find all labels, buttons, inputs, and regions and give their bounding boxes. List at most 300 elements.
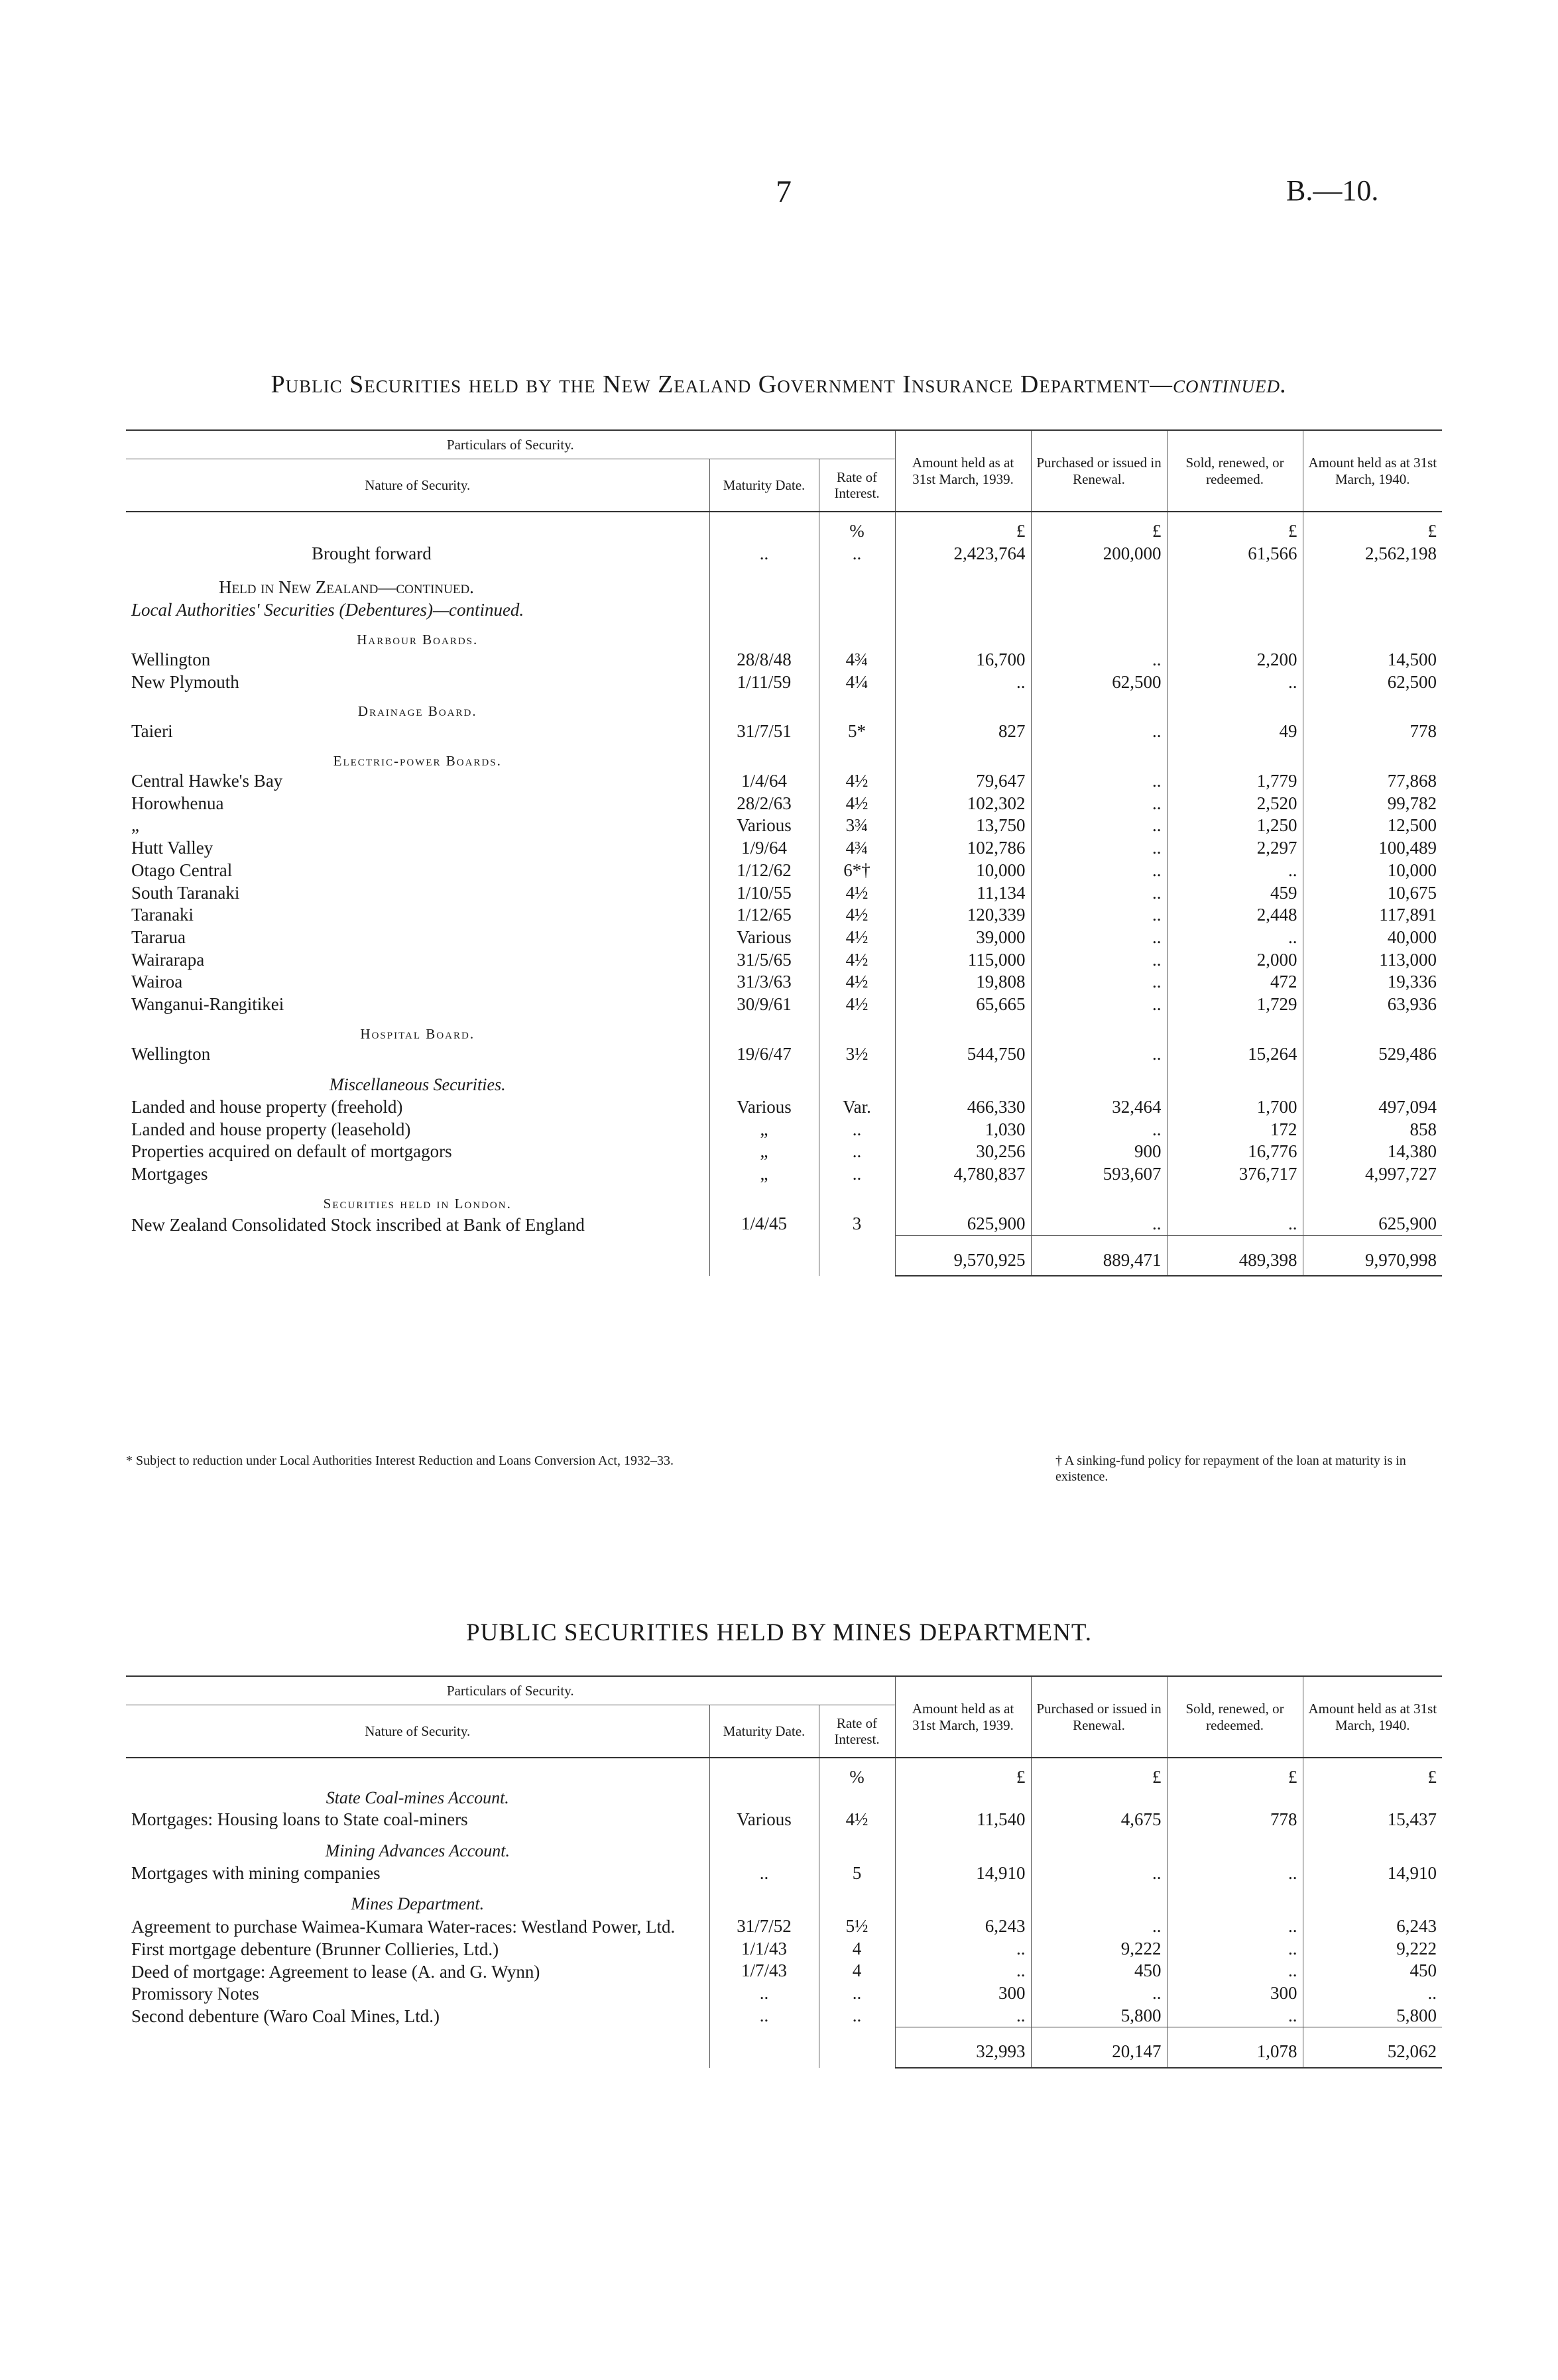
interest-rate: 4½ [819,904,895,927]
interest-rate: 4½ [819,971,895,993]
total-held-1940: 52,062 [1303,2027,1442,2068]
held-1940-value: 19,336 [1303,971,1442,993]
purchased-value: .. [1031,971,1167,993]
held-1940-value: 4,997,727 [1303,1163,1442,1186]
purchased-value: .. [1031,1119,1167,1141]
sold-value: 16,776 [1167,1141,1303,1163]
interest-rate: 5½ [819,1915,895,1938]
column-divider [1031,1884,1167,1915]
purchased-value: .. [1031,993,1167,1016]
column-divider [1303,1831,1442,1862]
unit-purchased: £ [1031,512,1167,543]
security-name: Mortgages [131,1164,208,1184]
held-1940-value: 778 [1303,720,1442,743]
purchased-value: .. [1031,1982,1167,2005]
security-name: Otago Central [131,860,233,880]
unit-sold: £ [1167,512,1303,543]
held-1940-value: 6,243 [1303,1915,1442,1938]
hospital-board-heading-row [126,1016,1442,1043]
header-held-1939: Amount held as at 31st March, 1939. [895,1676,1031,1758]
maturity-date: Various [709,815,819,837]
column-divider [819,743,895,770]
brought-forward-held-1939: 2,423,764 [895,543,1031,565]
purchased-value: .. [1031,770,1167,793]
page-number: 7 [776,174,792,209]
column-divider [895,693,1031,720]
column-divider [819,1186,895,1213]
maturity-date: 31/7/51 [709,720,819,743]
column-divider [895,622,1031,649]
column-divider [819,1831,895,1862]
unit-rate: % [819,1758,895,1789]
column-divider [1031,693,1167,720]
purchased-value: .. [1031,1915,1167,1938]
held-1940-value: 40,000 [1303,927,1442,949]
held-in-nz-heading: Held in New Zealand—continued. [219,577,474,598]
brought-forward-label: Brought forward [312,543,432,563]
table-row [126,882,1442,905]
insurance-securities-table [126,429,1442,1276]
held-1939-value: .. [895,671,1031,694]
column-divider [709,1016,819,1043]
table2-title: PUBLIC SECURITIES HELD BY MINES DEPARTMENT. [466,1619,1092,1646]
purchased-value: .. [1031,949,1167,972]
column-divider [1167,1831,1303,1862]
held-1940-value: 858 [1303,1119,1442,1141]
held-1939-value: 10,000 [895,860,1031,882]
held-1939-value: 30,256 [895,1141,1031,1163]
local-authorities-heading: Local Authorities' Securities (Debentures)—continued. [131,600,524,620]
held-1939-value: 19,808 [895,971,1031,993]
unit-rate: % [819,512,895,543]
column-divider [1303,622,1442,649]
sold-value: 2,200 [1167,649,1303,671]
purchased-value: .. [1031,793,1167,815]
column-divider [1031,1016,1167,1043]
total-held-1939: 9,570,925 [895,1235,1031,1276]
held-1940-value: 529,486 [1303,1043,1442,1066]
brought-forward-row: Brought forward .. .. 2,423,764 200,000 61,566 2,562,198 [126,543,1442,565]
held-1939-value: 115,000 [895,949,1031,972]
totals-row [126,2027,1442,2068]
sold-value: 376,717 [1167,1163,1303,1186]
drainage-board-heading-row [126,693,1442,720]
held-1940-value: 100,489 [1303,837,1442,860]
interest-rate: 4½ [819,993,895,1016]
sold-value: .. [1167,2005,1303,2027]
sold-value: 2,000 [1167,949,1303,972]
held-1940-value: 10,000 [1303,860,1442,882]
table-row [126,993,1442,1016]
maturity-date: 31/5/65 [709,949,819,972]
purchased-value: 4,675 [1031,1809,1167,1831]
held-1940-value: 77,868 [1303,770,1442,793]
table-row [126,1960,1442,1982]
state-coal-mines-heading: State Coal-mines Account. [326,1788,509,1807]
securities-held-in-london-heading-row [126,1186,1442,1213]
security-name: Wellington [131,1043,211,1064]
sold-value: .. [1167,860,1303,882]
total-sold: 489,398 [1167,1235,1303,1276]
held-1940-value: 117,891 [1303,904,1442,927]
held-1940-value: 99,782 [1303,793,1442,815]
table-row [126,1938,1442,1960]
security-name: Taranaki [131,905,194,925]
sold-value: 2,297 [1167,837,1303,860]
purchased-value: .. [1031,860,1167,882]
security-name: Wairoa [131,972,183,992]
interest-rate: .. [819,2005,895,2027]
held-1940-value: 5,800 [1303,2005,1442,2027]
maturity-date: 1/7/43 [709,1960,819,1982]
held-in-nz-heading-row [126,565,1442,599]
column-divider [1167,1016,1303,1043]
column-divider [709,2027,819,2068]
maturity-date: 28/2/63 [709,793,819,815]
held-1939-value: .. [895,2005,1031,2027]
sold-value: 49 [1167,720,1303,743]
table-row [126,720,1442,743]
table-row [126,1119,1442,1141]
security-name: New Plymouth [131,671,239,692]
column-divider [895,1016,1031,1043]
interest-rate: 4½ [819,927,895,949]
mining-advances-heading-row [126,1831,1442,1862]
sold-value: .. [1167,671,1303,694]
table-row [126,971,1442,993]
security-name: Wairarapa [131,949,205,970]
interest-rate: 3 [819,1213,895,1235]
held-1940-value: 62,500 [1303,671,1442,694]
table-row [126,927,1442,949]
brought-forward-held-1940: 2,562,198 [1303,543,1442,565]
header-sold: Sold, renewed, or redeemed. [1167,1676,1303,1758]
table-row [126,649,1442,671]
footnote-star: * Subject to reduction under Local Authorities Interest Reduction and Loans Conversion Act, 1932–33. [126,1453,674,1468]
column-divider [1031,1789,1167,1809]
mines-department-heading: Mines Department. [351,1894,485,1914]
held-1939-value: 1,030 [895,1119,1031,1141]
column-divider [819,1789,895,1809]
sold-value: .. [1167,1862,1303,1885]
interest-rate: 4½ [819,1809,895,1831]
sold-value: 300 [1167,1982,1303,2005]
table-row [126,1043,1442,1066]
mining-advances-heading: Mining Advances Account. [325,1841,510,1860]
miscellaneous-securities-heading: Miscellaneous Securities. [329,1075,506,1095]
maturity-date: „ [709,1141,819,1163]
security-name: South Taranaki [131,882,240,903]
column-divider [1167,1065,1303,1096]
held-1939-value: 102,302 [895,793,1031,815]
maturity-date: 1/4/64 [709,770,819,793]
column-divider [819,693,895,720]
table-row [126,1862,1442,1885]
security-name: Tararua [131,927,186,947]
interest-rate: 4½ [819,770,895,793]
table-row [126,1213,1442,1235]
column-divider [1303,693,1442,720]
held-1939-value: .. [895,1960,1031,1982]
table-row [126,1163,1442,1186]
column-divider [709,1831,819,1862]
security-name: New Zealand Consolidated Stock inscribed at Bank of England [131,1214,585,1235]
sold-value: 2,448 [1167,904,1303,927]
held-1939-value: 14,910 [895,1862,1031,1885]
totals-spacer [126,2027,709,2068]
purchased-value: 593,607 [1031,1163,1167,1186]
purchased-value: 62,500 [1031,671,1167,694]
security-name: Hutt Valley [131,838,213,858]
sold-value: .. [1167,927,1303,949]
interest-rate: 4¼ [819,671,895,694]
column-divider [709,1758,819,1789]
interest-rate: .. [819,1119,895,1141]
security-name: Second debenture (Waro Coal Mines, Ltd.) [131,2006,440,2027]
units-row [126,1758,1442,1789]
header-held-1939: Amount held as at 31st March, 1939. [895,430,1031,512]
table-row [126,1809,1442,1831]
header-rate: Rate of Interest. [819,459,895,512]
header-particulars: Particulars of Security. [126,1676,895,1705]
column-divider [895,743,1031,770]
held-1939-value: 120,339 [895,904,1031,927]
totals-spacer [126,1235,709,1276]
table1-title-continued: —continued. [1150,370,1288,398]
held-1940-value: 14,500 [1303,649,1442,671]
table1-title [119,370,1439,399]
unit-purchased: £ [1031,1758,1167,1789]
maturity-date: Various [709,1096,819,1119]
column-divider [1167,1186,1303,1213]
interest-rate: .. [819,1163,895,1186]
maturity-date: „ [709,1119,819,1141]
sold-value: 459 [1167,882,1303,905]
column-divider [1303,1065,1442,1096]
column-divider [819,1016,895,1043]
purchased-value: .. [1031,1043,1167,1066]
maturity-date: 30/9/61 [709,993,819,1016]
held-1939-value: 6,243 [895,1915,1031,1938]
security-name: Landed and house property (leasehold) [131,1119,411,1139]
column-divider [1167,622,1303,649]
column-divider [1303,1186,1442,1213]
purchased-value: .. [1031,904,1167,927]
security-name: Taieri [131,721,173,742]
held-1940-value: 14,910 [1303,1862,1442,1885]
header-nature: Nature of Security. [126,459,709,512]
sold-value: 2,520 [1167,793,1303,815]
header-sold: Sold, renewed, or redeemed. [1167,430,1303,512]
maturity-date: .. [709,2005,819,2027]
held-1939-value: 11,134 [895,882,1031,905]
table-row [126,815,1442,837]
column-divider [1031,1065,1167,1096]
table-row [126,671,1442,694]
interest-rate: 3¾ [819,815,895,837]
column-divider [709,1789,819,1809]
column-divider [1031,1186,1167,1213]
table-row [126,837,1442,860]
security-name: Horowhenua [131,793,224,813]
interest-rate: 4 [819,1960,895,1982]
purchased-value: 5,800 [1031,2005,1167,2027]
drainage-board-heading: Drainage Board. [357,703,477,720]
held-1940-value: 497,094 [1303,1096,1442,1119]
purchased-value: .. [1031,720,1167,743]
footnote-dagger: † A sinking-fund policy for repayment of the loan at maturity is in existence. [1055,1453,1406,1484]
column-divider [709,1065,819,1096]
security-name: Deed of mortgage: Agreement to lease (A. and G. Wynn) [131,1961,540,1982]
column-divider [709,1235,819,1276]
maturity-date: 1/10/55 [709,882,819,905]
table-row [126,2005,1442,2027]
column-divider [1031,622,1167,649]
maturity-date: Various [709,927,819,949]
purchased-value: 9,222 [1031,1938,1167,1960]
table-row [126,793,1442,815]
held-1939-value: .. [895,1938,1031,1960]
header-nature: Nature of Security. [126,1705,709,1758]
unit-held-1940: £ [1303,512,1442,543]
interest-rate: 5 [819,1862,895,1885]
column-divider [895,1789,1031,1809]
unit-held-1939: £ [895,1758,1031,1789]
column-divider [819,622,895,649]
sold-value: .. [1167,1915,1303,1938]
column-divider [1031,1831,1167,1862]
column-divider [709,1884,819,1915]
column-divider [895,1831,1031,1862]
maturity-date: 31/7/52 [709,1915,819,1938]
maturity-date: 1/12/65 [709,904,819,927]
interest-rate: 5* [819,720,895,743]
maturity-date: „ [709,1163,819,1186]
table-row [126,1915,1442,1938]
electric-power-boards-heading-row [126,743,1442,770]
held-1939-value: 39,000 [895,927,1031,949]
interest-rate: 4 [819,1938,895,1960]
column-divider [895,1065,1031,1096]
held-1939-value: 300 [895,1982,1031,2005]
total-held-1940: 9,970,998 [1303,1235,1442,1276]
maturity-date: 19/6/47 [709,1043,819,1066]
brought-forward-purchased: 200,000 [1031,543,1167,565]
column-divider [819,1884,895,1915]
held-1940-value: 14,380 [1303,1141,1442,1163]
sold-value: 15,264 [1167,1043,1303,1066]
held-1939-value: 466,330 [895,1096,1031,1119]
units-row [126,512,1442,543]
held-1940-value: 9,222 [1303,1938,1442,1960]
column-divider [1167,1789,1303,1809]
maturity-date: .. [709,1982,819,2005]
held-1939-value: 4,780,837 [895,1163,1031,1186]
security-name: First mortgage debenture (Brunner Collieries, Ltd.) [131,1939,499,1959]
table-row [126,1982,1442,2005]
maturity-date: 31/3/63 [709,971,819,993]
maturity-date: 28/8/48 [709,649,819,671]
column-divider [1303,1789,1442,1809]
state-coal-mines-heading-row [126,1789,1442,1809]
sold-value: .. [1167,1938,1303,1960]
header-rate: Rate of Interest. [819,1705,895,1758]
security-name: Properties acquired on default of mortgagors [131,1141,452,1162]
electric-power-boards-heading: Electric-power Boards. [333,753,502,769]
maturity-date: 1/11/59 [709,671,819,694]
units-spacer [126,1758,709,1789]
column-divider [895,1884,1031,1915]
sold-value: 1,779 [1167,770,1303,793]
held-1940-value: .. [1303,1982,1442,2005]
column-divider [1167,693,1303,720]
held-1940-value: 10,675 [1303,882,1442,905]
maturity-date: 1/4/45 [709,1213,819,1235]
column-divider [1031,743,1167,770]
column-divider [819,2027,895,2068]
purchased-value: .. [1031,927,1167,949]
interest-rate: .. [819,1141,895,1163]
mines-department-heading-row [126,1884,1442,1915]
sold-value: 1,250 [1167,815,1303,837]
interest-rate: 4½ [819,882,895,905]
purchased-value: 900 [1031,1141,1167,1163]
local-authorities-heading-row [126,599,1442,622]
table-row [126,949,1442,972]
purchased-value: .. [1031,1862,1167,1885]
unit-held-1939: £ [895,512,1031,543]
sold-value: 172 [1167,1119,1303,1141]
header-purchased: Purchased or issued in Renewal. [1031,430,1167,512]
security-name: Agreement to purchase Waimea-Kumara Water-races: Westland Power, Ltd. [131,1917,676,1937]
table-row [126,1096,1442,1119]
harbour-boards-heading-row [126,622,1442,649]
column-divider [895,1186,1031,1213]
held-1940-value: 15,437 [1303,1809,1442,1831]
column-divider [709,693,819,720]
security-name: Mortgages: Housing loans to State coal-miners [131,1809,468,1830]
held-1939-value: 79,647 [895,770,1031,793]
held-1940-value: 113,000 [1303,949,1442,972]
held-1940-value: 450 [1303,1960,1442,1982]
security-name: Central Hawke's Bay [131,771,283,791]
maturity-date: 1/1/43 [709,1938,819,1960]
total-held-1939: 32,993 [895,2027,1031,2068]
table-row [126,1141,1442,1163]
security-name: Wellington [131,649,211,669]
purchased-value: 450 [1031,1960,1167,1982]
interest-rate: 4¾ [819,837,895,860]
maturity-date: .. [709,1862,819,1885]
security-name: Mortgages with mining companies [131,1862,381,1883]
brought-forward-sold: 61,566 [1167,543,1303,565]
held-1939-value: 102,786 [895,837,1031,860]
totals-row [126,1235,1442,1276]
held-1940-value: 63,936 [1303,993,1442,1016]
security-name: Landed and house property (freehold) [131,1097,403,1117]
interest-rate: 4½ [819,793,895,815]
securities-held-in-london-heading: Securities held in London. [323,1195,512,1212]
purchased-value: .. [1031,649,1167,671]
maturity-date: 1/12/62 [709,860,819,882]
purchased-value: .. [1031,1213,1167,1235]
total-purchased: 20,147 [1031,2027,1167,2068]
interest-rate: 3½ [819,1043,895,1066]
total-sold: 1,078 [1167,2027,1303,2068]
header-held-1940: Amount held as at 31st March, 1940. [1303,1676,1442,1758]
sold-value: 472 [1167,971,1303,993]
held-1939-value: 16,700 [895,649,1031,671]
